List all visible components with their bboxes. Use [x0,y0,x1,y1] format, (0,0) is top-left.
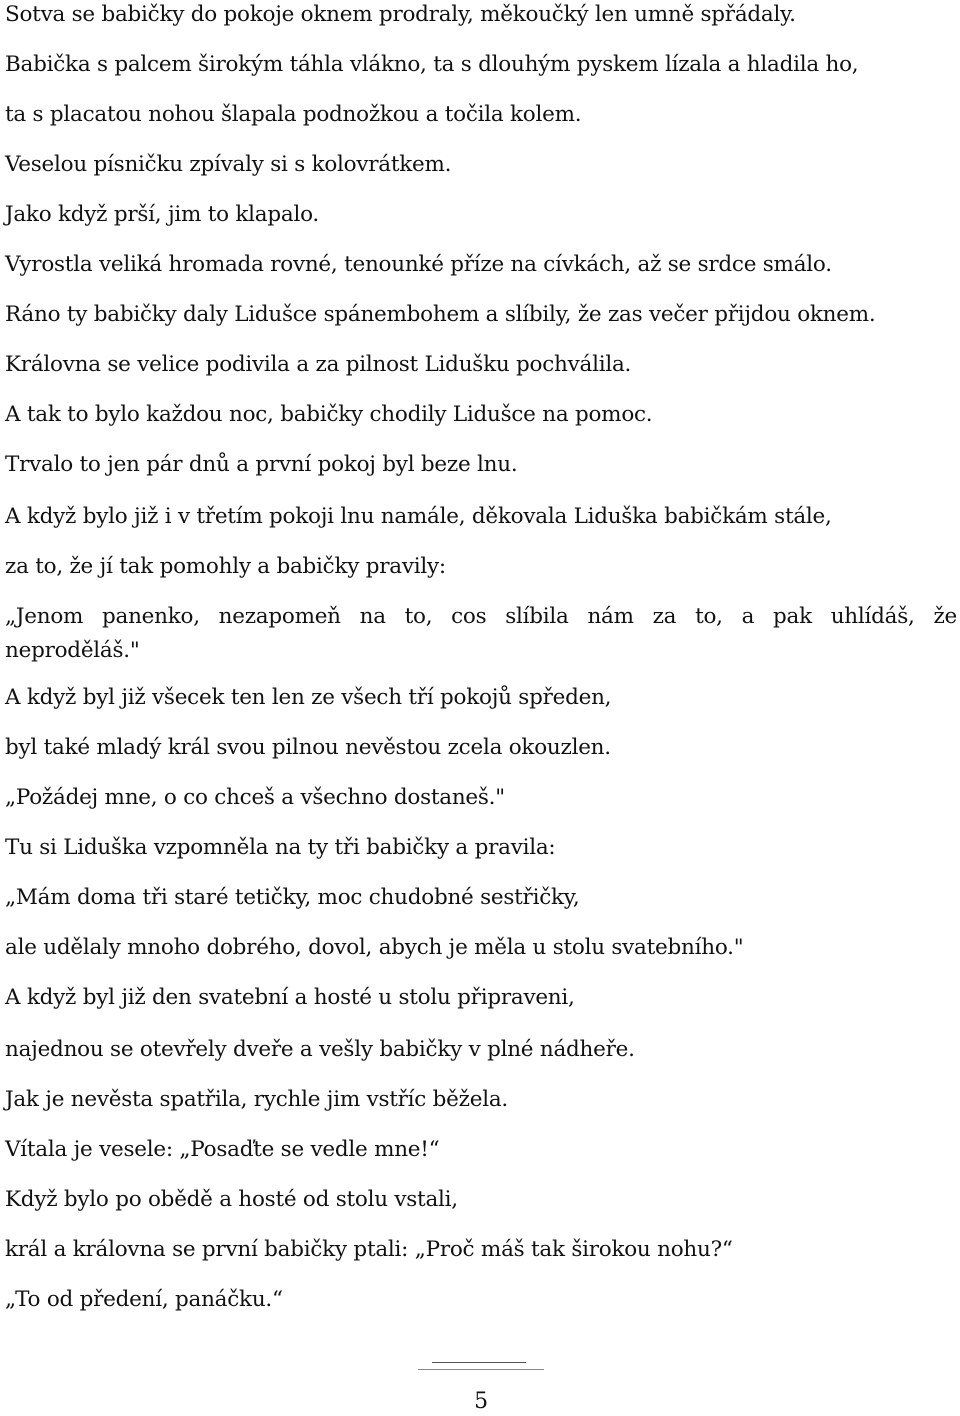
text-line: A když bylo již i v třetím pokoji lnu namále, děkovala Liduška babičkám stále, [5,504,832,529]
text-line: král a královna se první babičky ptali: „Proč máš tak širokou nohu?“ [5,1237,733,1262]
footer-divider [432,1362,526,1363]
text-line: ale udělaly mnoho dobrého, dovol, abych je měla u stolu svatebního." [5,935,744,960]
text-line: A tak to bylo každou noc, babičky chodily Lidušce na pomoc. [5,402,653,427]
page-number: 5 [474,1389,488,1414]
text-line: Babička s palcem širokým táhla vlákno, ta s dlouhým pyskem lízala a hladila ho, [5,52,859,77]
text-line: ta s placatou nohou šlapala podnožkou a točila kolem. [5,102,582,127]
justified-paragraph: „Jenom panenko, nezapomeň na to, cos slíbila nám za to, a pak uhlídáš, že neproděláš." [5,604,957,663]
text-line: Když bylo po obědě a hosté od stolu vstali, [5,1187,458,1212]
text-line: A když byl již všecek ten len ze všech tří pokojů spředen, [5,685,612,710]
text-line: Sotva se babičky do pokoje oknem prodraly, měkoučký len umně spřádaly. [5,2,796,27]
text-line: Ráno ty babičky daly Lidušce spánembohem a slíbily, že zas večer přijdou oknem. [5,302,876,327]
text-line: „Mám doma tři staré tetičky, moc chudobné sestřičky, [5,885,580,910]
text-line: Vítala je vesele: „Posaďte se vedle mne!“ [5,1137,440,1162]
text-line: Jako když prší, jim to klapalo. [5,202,319,227]
text-line: byl také mladý král svou pilnou nevěstou zcela okouzlen. [5,735,611,760]
text-line: „Požádej mne, o co chceš a všechno dostaneš." [5,785,505,810]
text-line: Vyrostla veliká hromada rovné, tenounké příze na cívkách, až se srdce smálo. [5,252,832,277]
text-line: Trvalo to jen pár dnů a první pokoj byl beze lnu. [5,452,518,477]
text-line: „To od předení, panáčku.“ [5,1287,283,1312]
text-line: A když byl již den svatební a hosté u stolu připraveni, [5,985,575,1010]
text-line: Veselou písničku zpívaly si s kolovrátkem. [5,152,452,177]
text-line: Královna se velice podivila a za pilnost Lidušku pochválila. [5,352,632,377]
text-line: za to, že jí tak pomohly a babičky pravily: [5,554,446,579]
footer-divider [418,1369,544,1370]
text-line: Tu si Liduška vzpomněla na ty tři babičky a pravila: [5,835,556,860]
text-line: Jak je nevěsta spatřila, rychle jim vstříc běžela. [5,1087,508,1112]
text-line: najednou se otevřely dveře a vešly babičky v plné nádheře. [5,1037,635,1062]
